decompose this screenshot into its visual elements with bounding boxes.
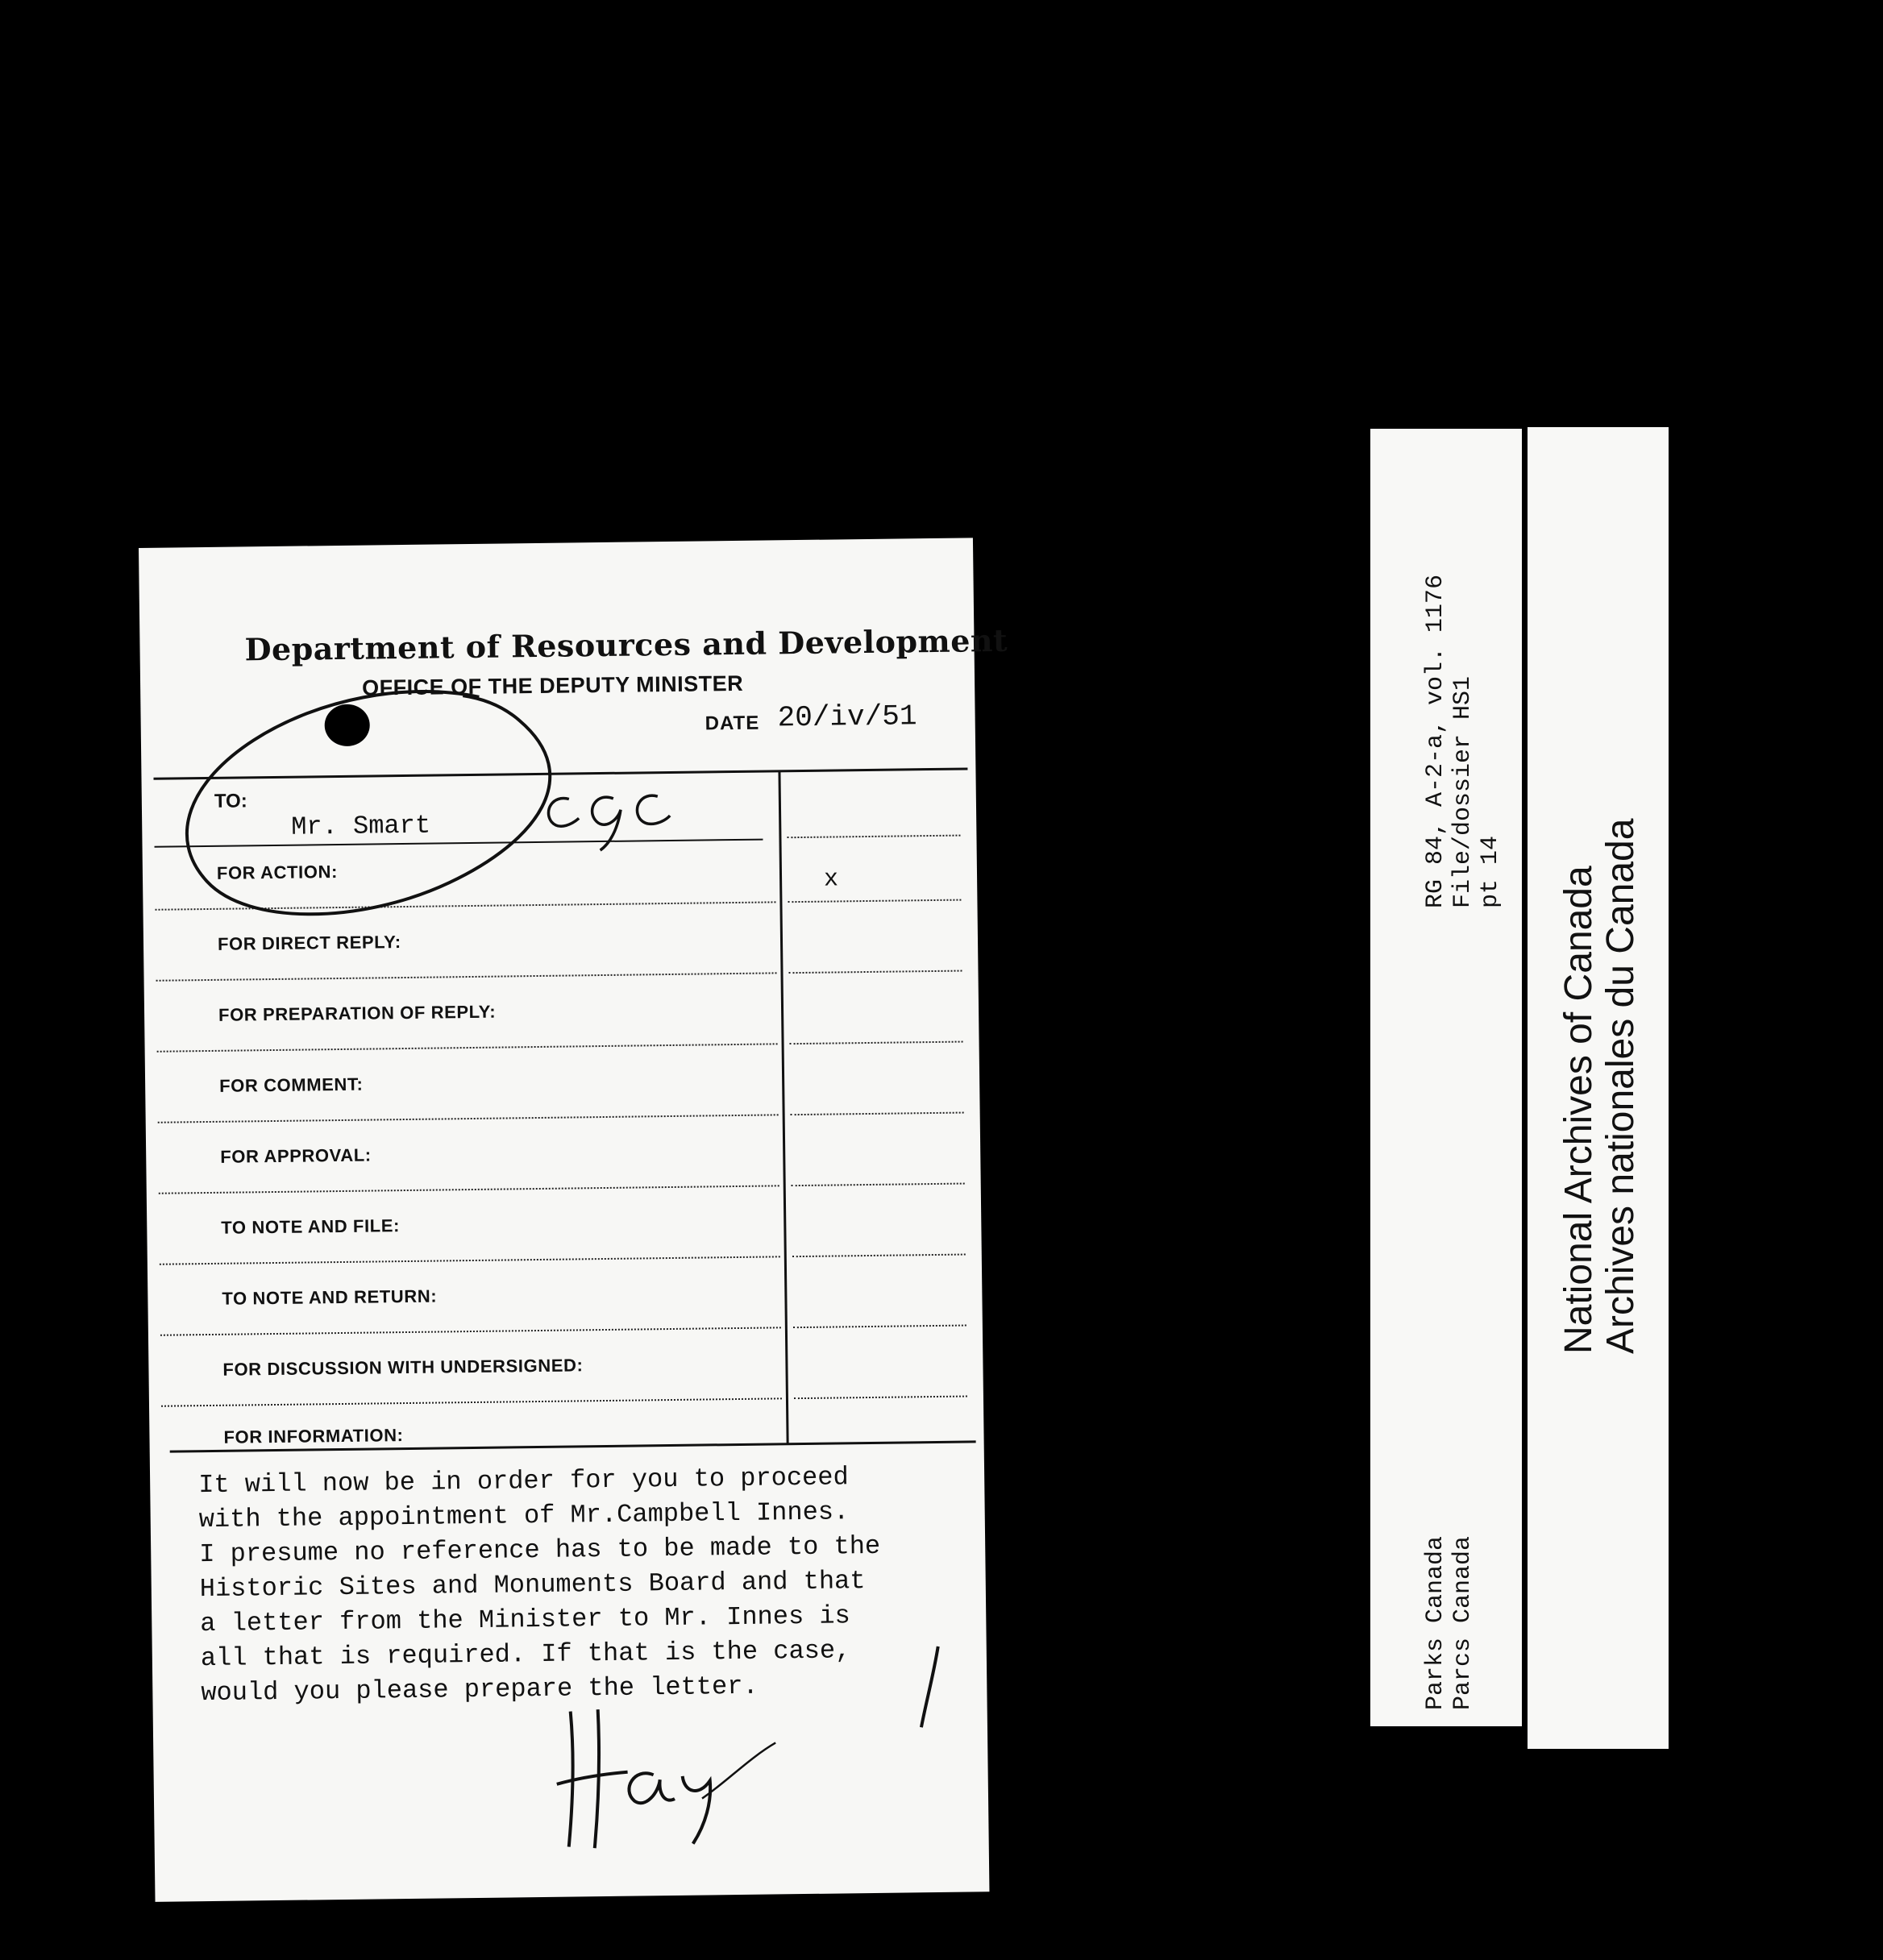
right-column-line: [790, 1041, 963, 1045]
routing-row-label: TO NOTE AND FILE:: [221, 1215, 401, 1238]
handwritten-signature: [540, 1700, 784, 1857]
column-divider: [778, 771, 788, 1444]
routing-row-label: TO NOTE AND RETURN:: [222, 1285, 438, 1309]
archive-reference-line: RG 84, A-2-a, vol. 1176: [1422, 574, 1449, 908]
memo-line: I presume no reference has to be made to the: [199, 1530, 881, 1570]
handwritten-initials: [537, 783, 683, 858]
routing-row-line: [158, 1114, 779, 1123]
memo-line: would you please prepare the letter.: [201, 1671, 759, 1709]
agency-block: [1422, 1536, 1477, 1710]
right-column-line: [788, 899, 961, 903]
archive-reference-line: pt 14: [1477, 835, 1504, 908]
department-heading: Department of Resources and Development: [244, 621, 1008, 668]
routing-row-label: FOR PREPARATION OF REPLY:: [218, 1001, 497, 1025]
routing-slip-card: [139, 538, 1008, 1902]
right-column-line: [792, 1254, 966, 1258]
routing-row-label: FOR APPROVAL:: [220, 1144, 372, 1167]
date-value: 20/iv/51: [777, 700, 917, 735]
institution-line: Archives nationales du Canada: [1599, 818, 1642, 1354]
institution-block: [1558, 819, 1642, 1354]
archive-reference-strip: [1370, 429, 1522, 1726]
pen-mark: [914, 1642, 947, 1731]
memo-line: with the appointment of Mr.Campbell Innes.: [198, 1497, 850, 1535]
routing-row-label: FOR ACTION:: [216, 862, 339, 883]
routing-row-line: [161, 1397, 782, 1406]
archive-reference-line: File/dossier HS1: [1449, 675, 1477, 908]
right-column-line: [794, 1396, 967, 1400]
right-column-line: [787, 835, 960, 839]
routing-row-label: FOR DIRECT REPLY:: [217, 932, 401, 954]
agency-line: Parks Canada: [1422, 1535, 1449, 1710]
memo-line: all that is required. If that is the case,: [200, 1635, 851, 1674]
action-check-mark: x: [823, 866, 839, 894]
memo-body: [198, 1458, 975, 1710]
to-recipient: Mr. Smart: [291, 810, 431, 842]
date-label: DATE: [705, 712, 760, 735]
memo-line: It will now be in order for you to proceed: [197, 1462, 849, 1501]
routing-row-line: [160, 1256, 780, 1264]
routing-row-line: [159, 1185, 779, 1194]
right-column-line: [793, 1325, 966, 1329]
right-column-line: [791, 1112, 964, 1116]
memo-line: a letter from the Minister to Mr. Innes is: [200, 1601, 851, 1639]
routing-row-line: [157, 1043, 778, 1052]
memo-line: Historic Sites and Monuments Board and that: [199, 1566, 866, 1605]
office-heading: OFFICE OF THE DEPUTY MINISTER: [361, 671, 744, 700]
agency-line: Parcs Canada: [1449, 1535, 1477, 1710]
institution-strip: [1528, 427, 1669, 1749]
archive-reference-block: [1422, 575, 1504, 908]
routing-row-line: [160, 1327, 781, 1335]
to-label: TO:: [214, 790, 247, 812]
right-column-line: [792, 1183, 965, 1187]
routing-row-line: [156, 972, 777, 981]
institution-line: National Archives of Canada: [1557, 866, 1600, 1354]
right-column-line: [788, 970, 962, 974]
routing-row-label: FOR DISCUSSION WITH UNDERSIGNED:: [222, 1355, 584, 1380]
routing-row-label: FOR INFORMATION:: [223, 1425, 404, 1447]
routing-row-label: FOR COMMENT:: [219, 1073, 364, 1096]
